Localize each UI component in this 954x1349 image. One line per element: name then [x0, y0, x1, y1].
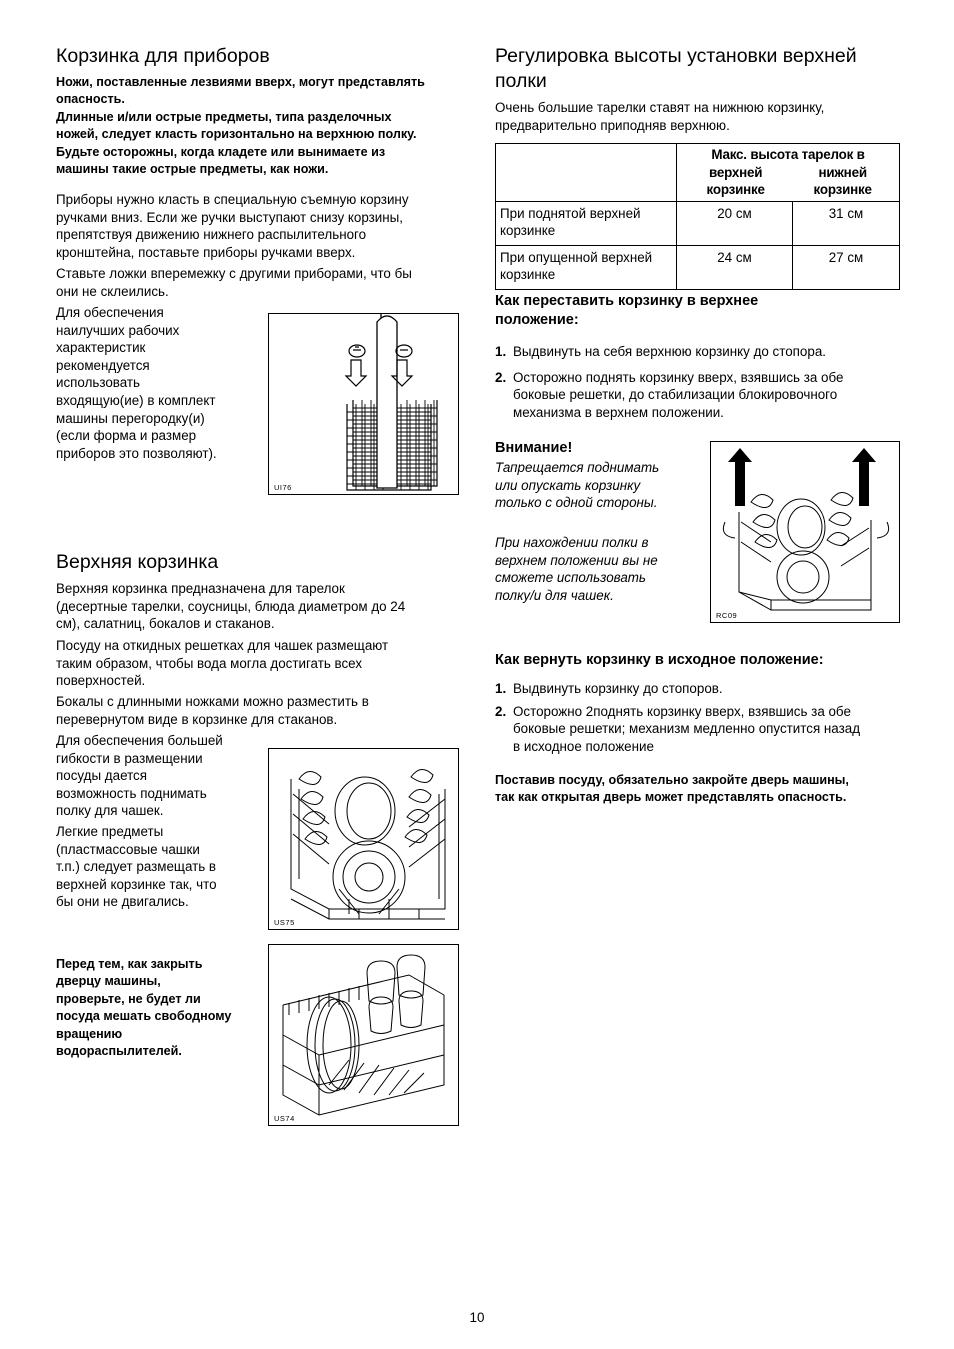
text-line: При опущенной верхней — [500, 249, 653, 265]
lower-basket-heading: Как вернуть корзинку в исходное положение: — [495, 652, 824, 668]
text-line: машины такие острые предметы, как ножи. — [56, 162, 329, 177]
text-line: полку/и для чашек. — [495, 587, 614, 603]
column-header-upper: верхней корзинке — [706, 164, 765, 198]
cutlery-paragraph-2 — [56, 265, 412, 300]
text-line: механизма в верхнем положении. — [513, 404, 724, 420]
cutlery-basket-figure — [268, 313, 459, 495]
text-line: Будьте осторожны, когда кладете или вынимаете из — [56, 144, 386, 159]
text-line: ручками вниз. Если же ручки выступают снизу корзины, — [56, 209, 403, 225]
text-line: корзинке — [500, 267, 556, 283]
upper-warning — [56, 956, 231, 1060]
text-line: дверцу машины, — [56, 974, 161, 989]
text-line: Очень большие тарелки ставят на нижнюю корзинку, — [495, 100, 825, 115]
text-line: поверхностей. — [56, 673, 146, 689]
text-line: возможность поднимать — [56, 785, 207, 801]
text-line: машины перегородку(и) — [56, 410, 205, 426]
list-item — [495, 680, 901, 698]
cutlery-paragraph-3 — [56, 304, 217, 462]
figure-code: US75 — [274, 918, 295, 927]
text-line: Приборы нужно класть в специальную съемную корзину — [56, 192, 409, 207]
text-line: приборов это позволяют). — [56, 445, 217, 461]
figure-code: RC09 — [716, 611, 738, 620]
height-adjust-heading — [495, 44, 857, 94]
text-line: Поставив посуду, обязательно закройте дверь машины, — [495, 773, 849, 787]
text-line: боковые решетки, до стабилизации блокировочного — [513, 387, 838, 403]
table-header-cell — [677, 144, 900, 202]
text-line: Для обеспечения — [56, 305, 164, 320]
upper-paragraph-5 — [56, 823, 217, 911]
figure-code: US74 — [274, 1114, 295, 1123]
upper-basket-illustration — [269, 749, 459, 930]
text-line: гибкости в размещении — [56, 750, 203, 766]
text-line: Бокалы с длинными ножками можно разместить в — [56, 694, 369, 709]
text-line: характеристик — [56, 340, 146, 356]
cup-rack-illustration — [269, 945, 459, 1126]
raise-basket-heading — [495, 292, 758, 330]
text-line: вращению — [56, 1026, 123, 1041]
text-line: Осторожно 2поднять корзинку вверх, взявшись за обе — [513, 703, 851, 719]
text-line: так как открытая дверь может представлять опасность. — [495, 790, 847, 805]
text-line: перевернутом виде в корзинке для стаканов. — [56, 711, 338, 727]
plate-height-table — [495, 143, 900, 290]
attention-heading: Внимание! — [495, 440, 573, 456]
text-line: ножей, следует класть горизонтально на верхнюю полку. — [56, 127, 417, 142]
attention-paragraph-1 — [495, 459, 659, 512]
text-line: Тапрещается поднимать — [495, 460, 660, 475]
text-line: таким образом, чтобы вода могла достигать всех — [56, 655, 363, 671]
text-line: посуды дается — [56, 768, 147, 784]
text-line: Длинные и/или острые предметы, типа разделочных — [56, 109, 392, 124]
text-line: или опускать корзинку — [495, 477, 641, 493]
text-line: входящую(ие) в комплект — [56, 392, 216, 408]
text-line: Выдвинуть на себя верхнюю корзинку до стопора. — [513, 344, 826, 359]
upper-paragraph-4 — [56, 732, 223, 820]
text-line: верхней корзинке так, что — [56, 876, 217, 892]
step-number: 1. — [495, 681, 507, 696]
heading-line: Регулировка высоты установки верхней — [495, 45, 857, 67]
cutlery-basket-heading: Корзинка для приборов — [56, 45, 270, 67]
raise-basket-figure — [710, 441, 900, 623]
text-line: Для обеспечения большей — [56, 733, 223, 748]
cutlery-basket-illustration — [269, 314, 459, 495]
cell-upper: 20 см — [677, 201, 793, 245]
text-line: боковые решетки; механизм медленно опустится назад — [513, 721, 861, 737]
table-header-row — [496, 144, 900, 202]
text-line: только с одной стороны. — [495, 495, 658, 511]
upper-paragraph-1 — [56, 580, 405, 633]
text-line: в исходное положение — [513, 738, 654, 754]
raise-steps — [495, 343, 901, 421]
text-line: При нахождении полки в — [495, 535, 649, 550]
cutlery-warning — [56, 74, 460, 178]
raise-basket-illustration — [711, 442, 900, 623]
text-line: использовать — [56, 375, 141, 391]
column-header-lower: нижней корзинке — [813, 164, 872, 198]
upper-paragraph-3 — [56, 693, 369, 728]
text-line: Посуду на откидных решетках для чашек размещают — [56, 638, 389, 653]
row-label — [496, 201, 677, 245]
cup-rack-figure — [268, 944, 459, 1126]
text-line: рекомендуется — [56, 357, 150, 373]
cell-lower: 31 см — [793, 201, 900, 245]
text-line: При поднятой верхней — [500, 205, 641, 221]
final-warning — [495, 772, 849, 807]
text-line: они не склеились. — [56, 283, 169, 299]
text-line: кронштейна, поставьте приборы ручками вверх. — [56, 244, 356, 260]
attention-paragraph-2 — [495, 534, 658, 604]
step-number: 1. — [495, 344, 507, 359]
lower-steps — [495, 680, 901, 755]
text-line: (если форма и размер — [56, 428, 197, 444]
text-line: см), салатниц, бокалов и стаканов. — [56, 616, 275, 632]
text-line: Выдвинуть корзинку до стопоров. — [513, 681, 723, 696]
table-row — [496, 201, 900, 245]
text-line: полку для чашек. — [56, 803, 164, 819]
upper-basket-figure — [268, 748, 459, 930]
text-line: Осторожно поднять корзинку вверх, взявшись за обе — [513, 369, 844, 385]
text-line: наилучших рабочих — [56, 322, 180, 338]
text-line: посуда мешать свободному — [56, 1009, 232, 1024]
step-number: 2. — [495, 703, 507, 719]
figure-code: UI76 — [274, 483, 292, 492]
list-item — [495, 703, 901, 756]
row-label — [496, 245, 677, 289]
text-line: бы они не двигались. — [56, 894, 189, 910]
text-line: водораспылителей. — [56, 1044, 182, 1059]
upper-paragraph-2 — [56, 637, 388, 690]
height-adjust-intro — [495, 99, 824, 134]
table-corner-cell — [496, 144, 677, 202]
text-line: проверьте, не будет ли — [56, 991, 201, 1006]
text-line: Верхняя корзинка предназначена для тарелок — [56, 581, 345, 596]
list-item — [495, 369, 901, 422]
list-item — [495, 343, 901, 361]
text-line: Ножи, поставленные лезвиями вверх, могут представлять — [56, 75, 425, 89]
text-line: Ставьте ложки вперемежку с другими приборами, что бы — [56, 266, 412, 281]
table-row — [496, 245, 900, 289]
cell-lower: 27 см — [793, 245, 900, 289]
text-line: Перед тем, как закрыть — [56, 957, 203, 971]
cutlery-paragraph-1 — [56, 191, 409, 261]
table-header-title: Макс. высота тарелок в — [711, 147, 865, 162]
heading-line: положение: — [495, 312, 579, 328]
step-number: 2. — [495, 369, 507, 385]
text-line: (пластмассовые чашки — [56, 841, 200, 857]
text-line: т.п.) следует размещать в — [56, 859, 217, 875]
text-line: верхнем положении вы не — [495, 552, 658, 568]
text-line: препятствуя движению нижнего распылительного — [56, 227, 367, 243]
text-line: предварительно приподняв верхнюю. — [495, 117, 730, 133]
cell-upper: 24 см — [677, 245, 793, 289]
text-line: Легкие предметы — [56, 824, 164, 839]
heading-line: полки — [495, 70, 547, 92]
text-line: сможете использовать — [495, 570, 646, 586]
upper-basket-heading: Верхняя корзинка — [56, 551, 219, 573]
text-line: (десертные тарелки, соусницы, блюда диаметром до 24 — [56, 598, 406, 614]
text-line: корзинке — [500, 223, 556, 239]
page-number: 10 — [469, 1310, 485, 1325]
text-line: опасность. — [56, 92, 125, 107]
heading-line: Как переставить корзинку в верхнее — [495, 293, 759, 309]
